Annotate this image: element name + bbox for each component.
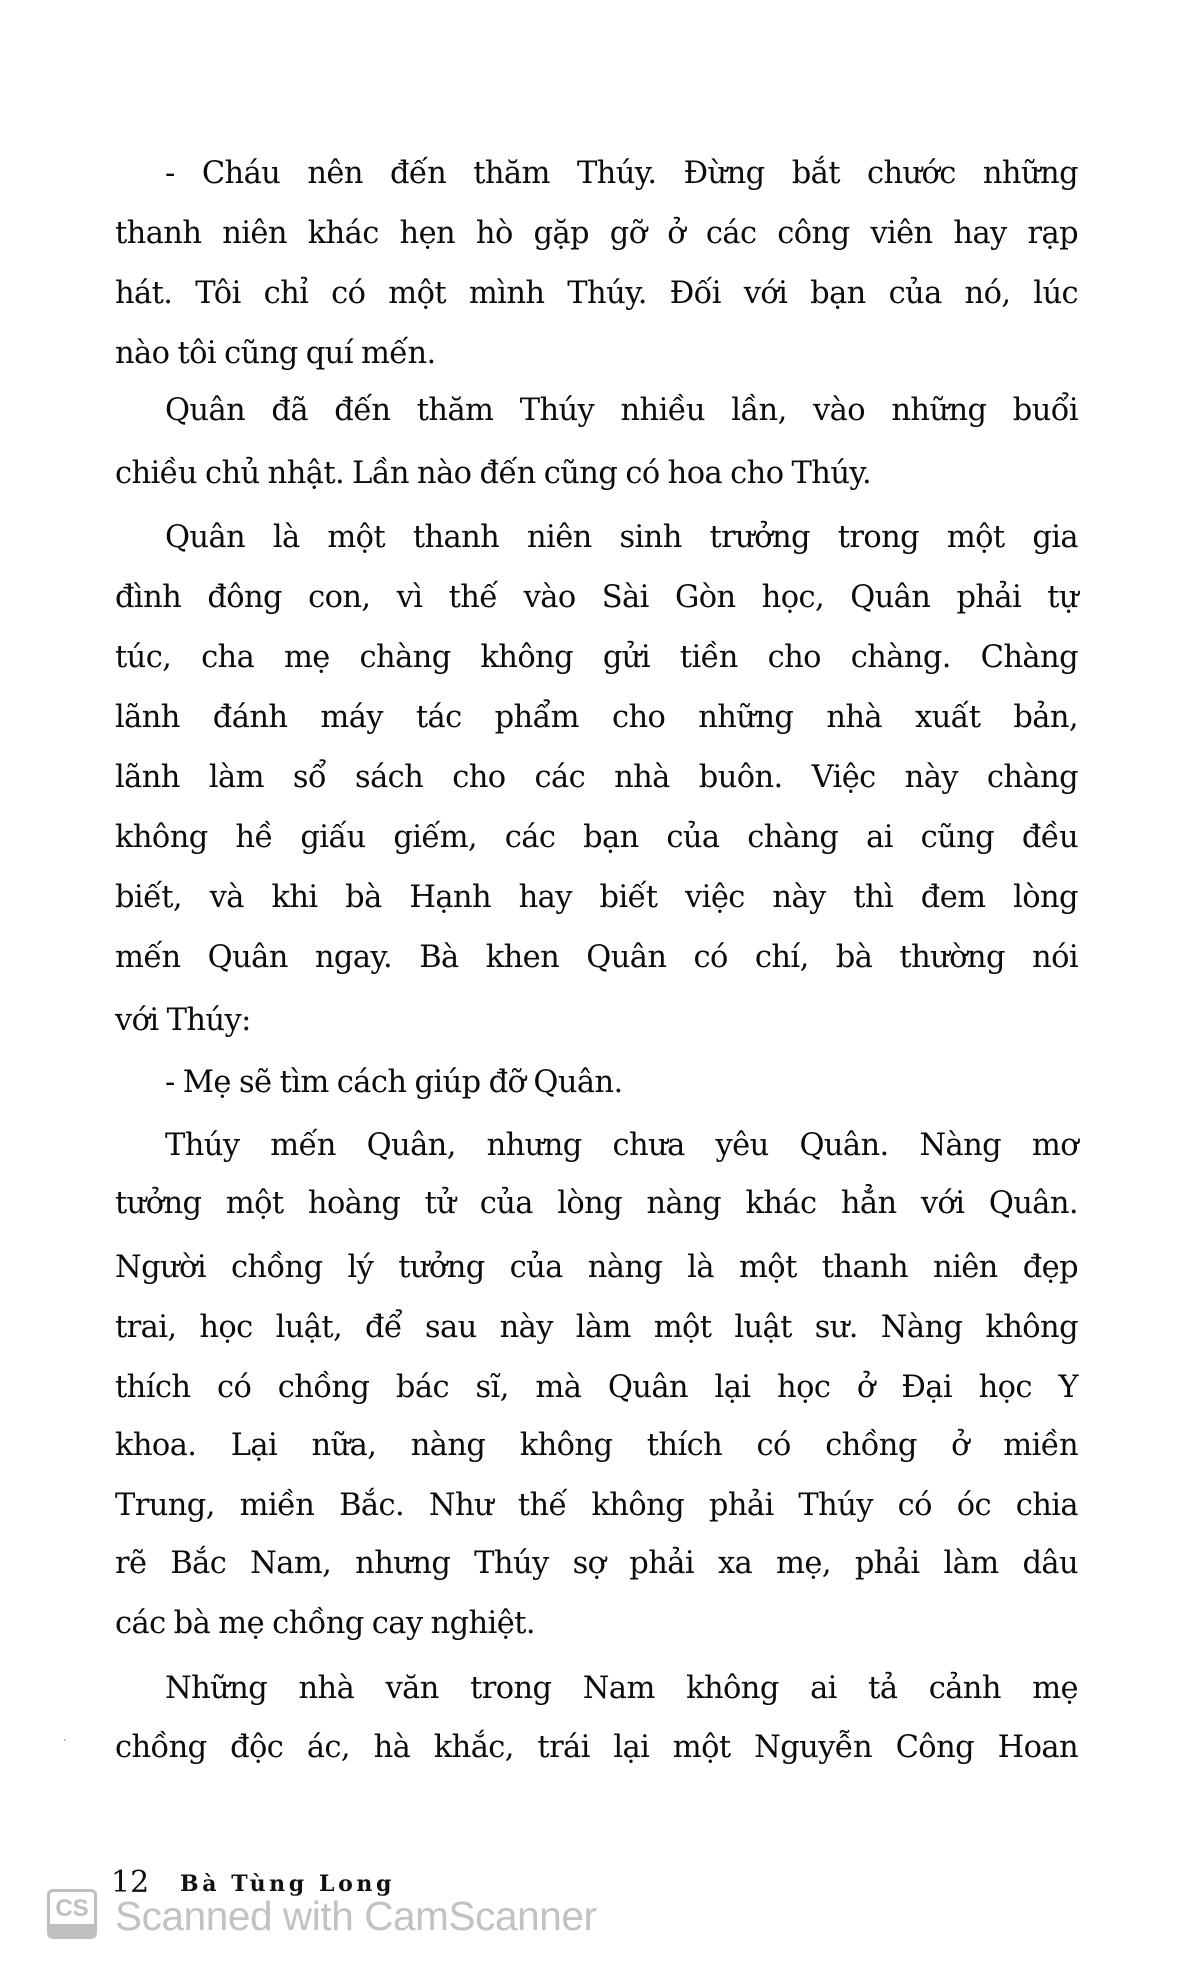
- page-number: 12: [111, 1865, 150, 1900]
- text-line: tưởng một hoàng tử của lòng nàng khác hẳn với Quân.: [115, 1186, 1078, 1221]
- text-line: lãnh đánh máy tác phẩm cho những nhà xuất bản,: [115, 700, 1078, 735]
- camscanner-logo-strip: [50, 1924, 94, 1936]
- text-line: các bà mẹ chồng cay nghiệt.: [115, 1606, 535, 1641]
- running-footer-author: Bà Tùng Long: [180, 1871, 395, 1897]
- text-line: lãnh làm sổ sách cho các nhà buôn. Việc này chàng: [115, 760, 1078, 795]
- text-line: mến Quân ngay. Bà khen Quân có chí, bà thường nói: [115, 940, 1078, 975]
- text-line: với Thúy:: [115, 1003, 251, 1038]
- scan-artifact: [64, 1739, 66, 1741]
- text-line: túc, cha mẹ chàng không gửi tiền cho chàng. Chàng: [115, 640, 1078, 675]
- text-line: Trung, miền Bắc. Như thế không phải Thúy có óc chia: [115, 1488, 1078, 1523]
- text-line: rẽ Bắc Nam, nhưng Thúy sợ phải xa mẹ, phải làm dâu: [115, 1546, 1078, 1581]
- text-line: Quân là một thanh niên sinh trưởng trong một gia: [165, 520, 1078, 555]
- text-line: chồng độc ác, hà khắc, trái lại một Nguyễn Công Hoan: [115, 1730, 1078, 1765]
- text-line: đình đông con, vì thế vào Sài Gòn học, Quân phải tự: [115, 580, 1078, 615]
- text-line: chiều chủ nhật. Lần nào đến cũng có hoa cho Thúy.: [115, 456, 872, 491]
- text-line: thanh niên khác hẹn hò gặp gỡ ở các công viên hay rạp: [115, 216, 1078, 251]
- text-line: không hề giấu giếm, các bạn của chàng ai cũng đều: [115, 820, 1078, 855]
- text-line: nào tôi cũng quí mến.: [115, 336, 436, 371]
- text-line: biết, và khi bà Hạnh hay biết việc này thì đem lòng: [115, 880, 1078, 915]
- text-line: Thúy mến Quân, nhưng chưa yêu Quân. Nàng mơ: [165, 1128, 1078, 1163]
- scanner-watermark: Scanned with CamScanner: [115, 1893, 597, 1939]
- text-line: - Cháu nên đến thăm Thúy. Đừng bắt chước những: [165, 156, 1078, 191]
- text-line: Những nhà văn trong Nam không ai tả cảnh mẹ: [165, 1671, 1078, 1706]
- text-line: thích có chồng bác sĩ, mà Quân lại học ở Đại học Y: [115, 1370, 1078, 1405]
- camscanner-logo-icon: [47, 1889, 97, 1939]
- dialogue-line: - Mẹ sẽ tìm cách giúp đỡ Quân.: [165, 1065, 623, 1100]
- text-line: Người chồng lý tưởng của nàng là một thanh niên đẹp: [115, 1250, 1078, 1285]
- text-line: Quân đã đến thăm Thúy nhiều lần, vào những buổi: [165, 393, 1078, 428]
- text-line: trai, học luật, để sau này làm một luật sư. Nàng không: [115, 1310, 1078, 1345]
- text-line: hát. Tôi chỉ có một mình Thúy. Đối với bạn của nó, lúc: [115, 276, 1078, 311]
- text-line: khoa. Lại nữa, nàng không thích có chồng ở miền: [115, 1428, 1078, 1463]
- camscanner-logo-text: CS: [55, 1895, 89, 1922]
